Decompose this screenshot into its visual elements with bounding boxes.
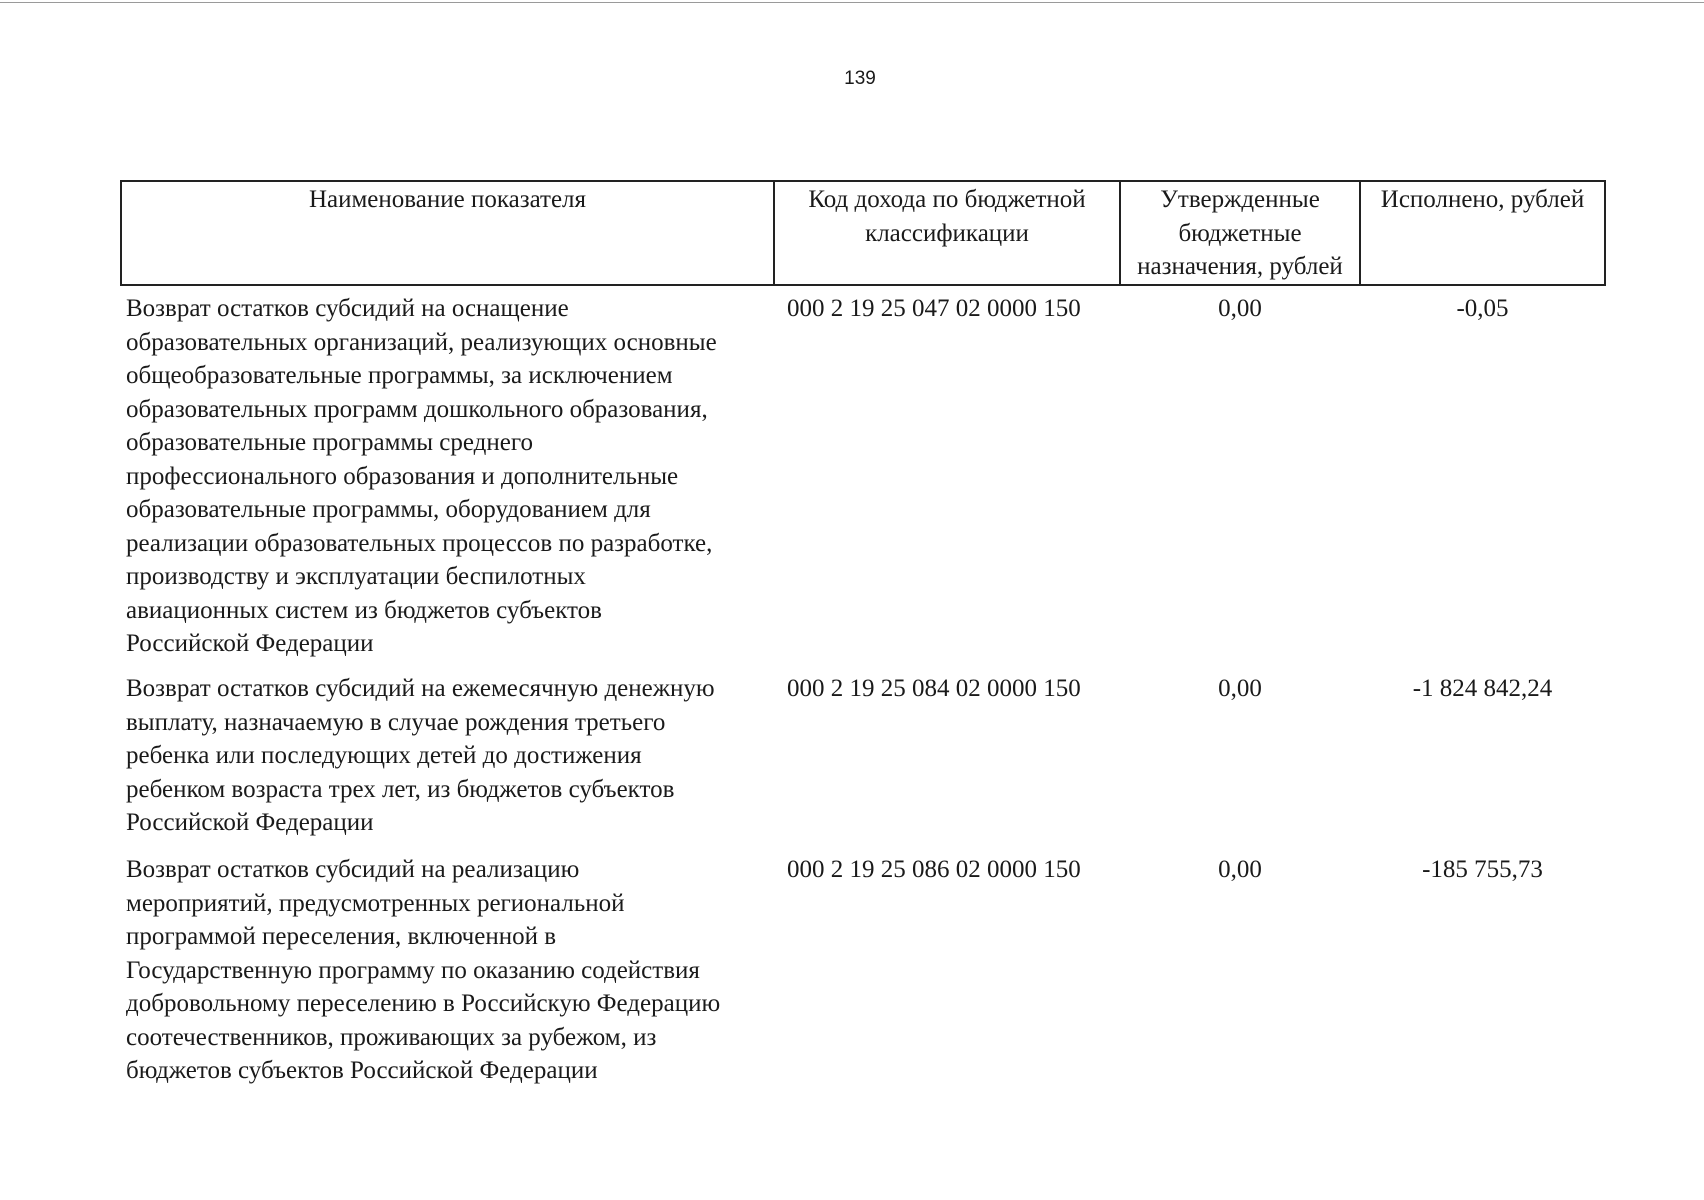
indicator-name-line: выплату, назначаемую в случае рождения третьего [126,708,666,736]
indicator-name-line: бюджетов субъектов Российской Федерации [126,1057,598,1084]
executed-amount: -1 824 842,24 [1412,675,1553,702]
indicator-name-line: ребенка или последующих детей до достижения [126,742,642,769]
header-executed: Исполнено, рублей [1360,181,1605,285]
income-code: 000 2 19 25 047 02 0000 150 [787,295,1081,322]
approved-amount: 0,00 [1218,295,1262,322]
indicator-name-line: Российской Федерации [126,630,374,657]
indicator-name-line: авиационных систем из бюджетов субъектов [126,596,602,624]
table-row [121,847,1605,1093]
indicator-name-line: ребенком возраста трех лет, из бюджетов субъектов [126,775,675,803]
header-name: Наименование показателя [121,181,774,285]
budget-report-table [120,180,1606,1093]
indicator-name-line: реализации образовательных процессов по разработке, [126,529,713,557]
approved-amount: 0,00 [1218,675,1262,702]
header-plan: Утвержденные бюджетные назначения, рублей [1120,181,1360,285]
income-code: 000 2 19 25 086 02 0000 150 [787,856,1081,883]
indicator-name-line: Российской Федерации [126,809,374,836]
indicator-name [121,285,774,666]
indicator-name-line: Возврат остатков субсидий на оснащение [126,295,569,322]
table-row [121,666,1605,847]
executed-amount: -0,05 [1456,295,1509,322]
indicator-name-line: производству и эксплуатации беспилотных [126,563,586,590]
indicator-name-line: соотечественников, проживающих за рубежом, из [126,1023,657,1051]
approved-amount: 0,00 [1218,856,1262,883]
indicator-name-line: мероприятий, предусмотренных региональной [126,889,625,917]
table-body [121,285,1605,1093]
indicator-name-line: образовательных организаций, реализующих основные [126,328,717,356]
indicator-name [121,847,774,1093]
table-header [121,181,1605,285]
page-number: 139 [844,68,876,89]
income-code: 000 2 19 25 084 02 0000 150 [787,675,1081,702]
table-row [121,285,1605,666]
indicator-name [121,666,774,847]
indicator-name-line: добровольному переселению в Российскую Федерацию [126,990,721,1017]
indicator-name-line: программой переселения, включенной в [126,923,557,950]
indicator-name-line: Возврат остатков субсидий на реализацию [126,856,580,883]
indicator-name-line: Государственную программу по оказанию содействия [126,956,700,984]
executed-amount: -185 755,73 [1422,856,1543,883]
indicator-name-line: образовательные программы среднего [126,429,533,456]
indicator-name-line: общеобразовательные программы, за исключением [126,362,673,389]
indicator-name-line: образовательных программ дошкольного образования, [126,395,708,423]
indicator-name-line: образовательные программы, оборудованием для [126,496,651,523]
top-rule [0,2,1704,3]
header-code: Код дохода по бюджетной классификации [774,181,1120,285]
indicator-name-line: Возврат остатков субсидий на ежемесячную денежную [126,675,715,702]
header-row [121,181,1605,285]
indicator-name-line: профессионального образования и дополнительные [126,462,679,490]
